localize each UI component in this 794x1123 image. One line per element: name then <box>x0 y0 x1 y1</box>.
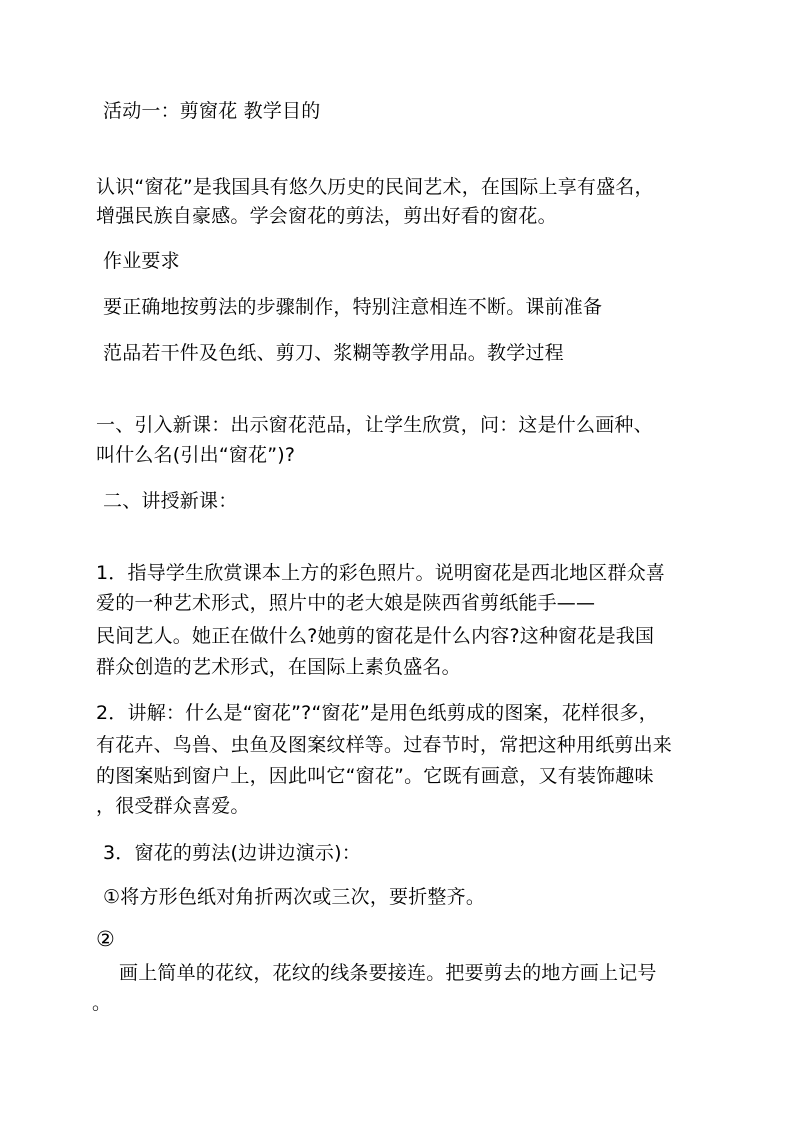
prep-text: 范品若干件及色纸、剪刀、浆糊等教学用品。教学过程 <box>103 342 564 364</box>
homework-heading: 作业要求 <box>103 250 180 272</box>
item2-line-1: 2．讲解：什么是“窗花”?“窗花”是用色纸剪成的图案，花样很多， <box>96 702 658 724</box>
homework-text: 要正确地按剪法的步骤制作，特别注意相连不断。课前准备 <box>103 296 603 318</box>
goal-line-2: 增强民族自豪感。学会窗花的剪法，剪出好看的窗花。 <box>96 205 557 227</box>
intro-line-2: 叫什么名(引出“窗花”)? <box>96 444 296 466</box>
goal-line-1: 认识“窗花”是我国具有悠久历史的民间艺术，在国际上享有盛名， <box>96 176 654 198</box>
item2-line-3: 的图案贴到窗户上，因此叫它“窗花”。它既有画意，又有装饰趣味 <box>96 765 654 787</box>
item3-heading: 3．窗花的剪法(边讲边演示)： <box>103 842 361 864</box>
item1-line-3: 民间艺人。她正在做什么?她剪的窗花是什么内容?这种窗花是我国 <box>96 625 655 647</box>
item1-line-2: 爱的一种艺术形式，照片中的老大娘是陕西省剪纸能手—— <box>96 592 596 614</box>
step-2-marker: ② <box>96 927 116 951</box>
item1-line-1: 1．指导学生欣赏课本上方的彩色照片。说明窗花是西北地区群众喜 <box>96 562 666 584</box>
lesson-title: 活动一：剪窗花 教学目的 <box>103 100 321 122</box>
step-2-line-1: 画上简单的花纹，花纹的线条要接连。把要剪去的地方画上记号 <box>119 962 657 984</box>
step-2-line-2: 。 <box>92 992 112 1014</box>
intro-line-1: 一、引入新课：出示窗花范品，让学生欣赏，问：这是什么画种、 <box>96 414 653 436</box>
item1-line-4: 群众创造的艺术形式，在国际上素负盛名。 <box>96 656 461 678</box>
new-lesson-heading: 二、讲授新课： <box>103 490 238 512</box>
item2-line-4: ，很受群众喜爱。 <box>96 795 250 817</box>
item2-line-2: 有花卉、鸟兽、虫鱼及图案纹样等。过春节时，常把这种用纸剪出来 <box>96 734 673 756</box>
step-1: ①将方形色纸对角折两次或三次，要折整齐。 <box>103 886 486 908</box>
